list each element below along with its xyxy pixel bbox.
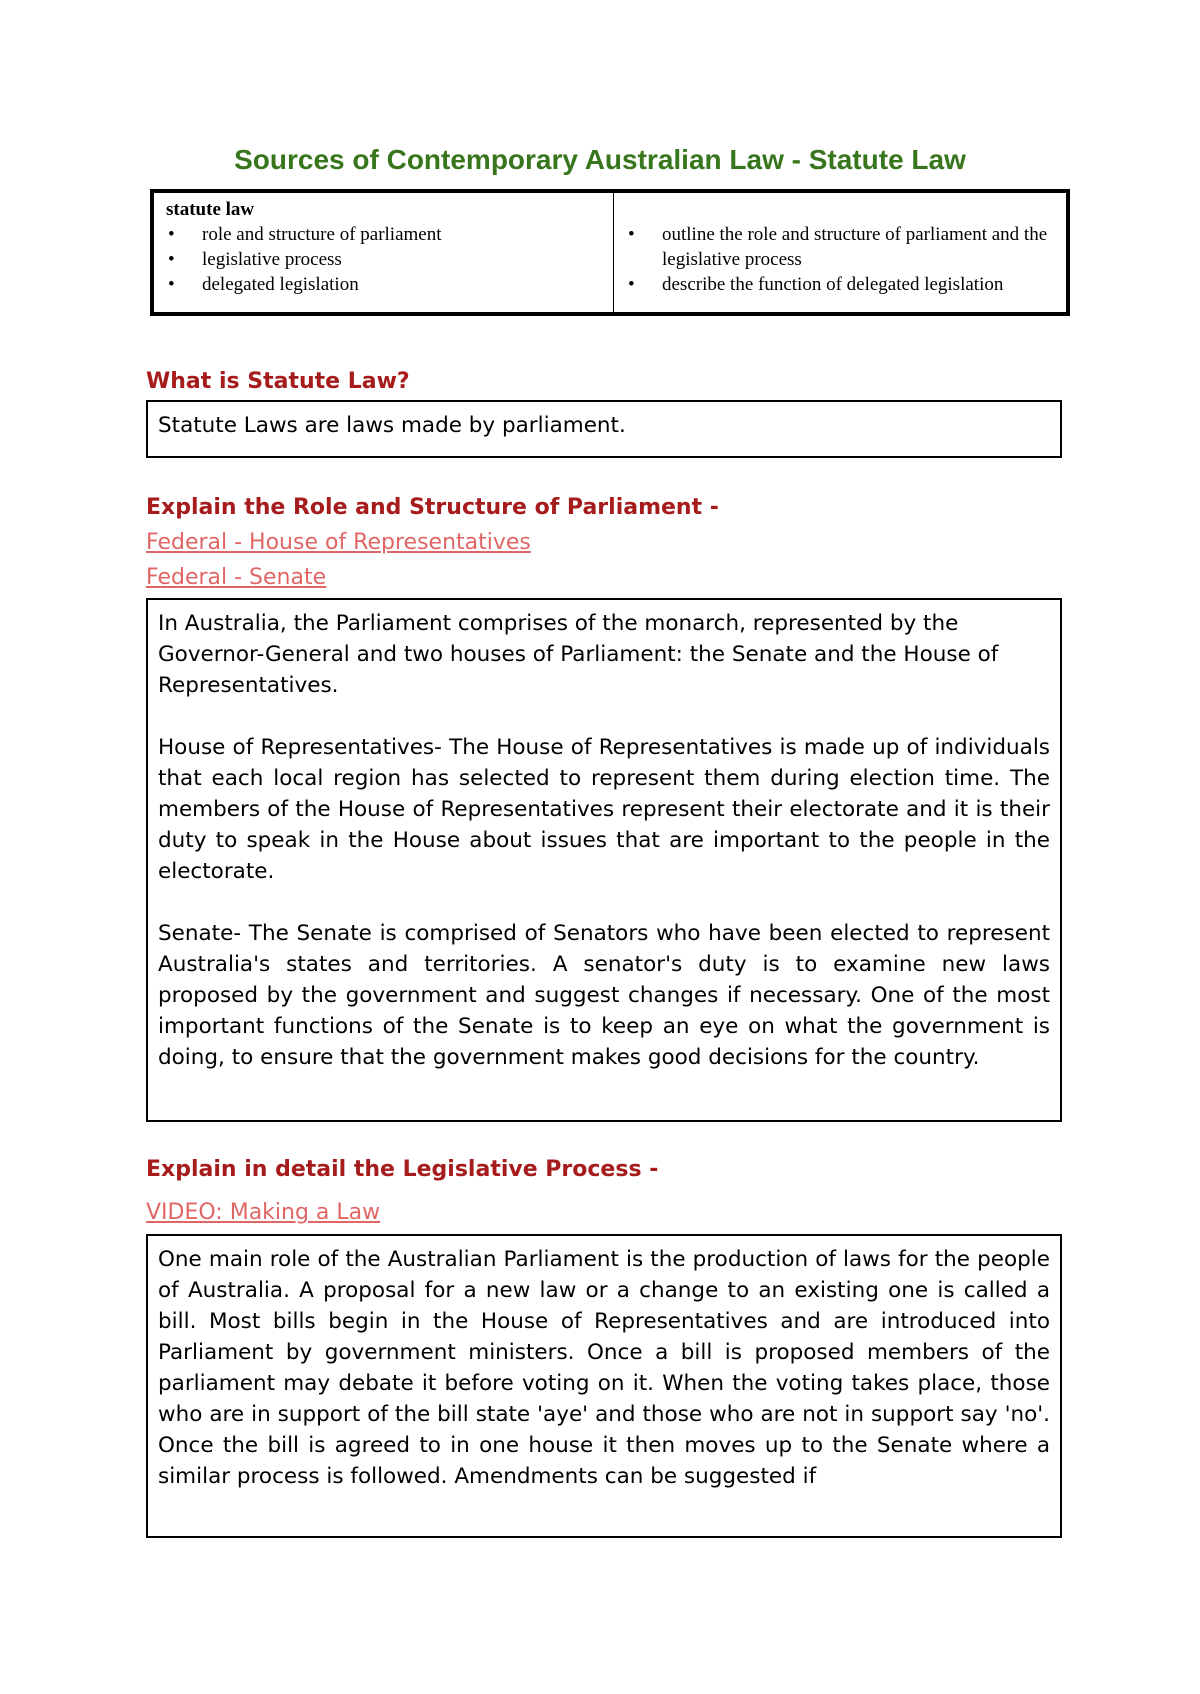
list-item-text: delegated legislation xyxy=(202,274,359,295)
syllabus-outcomes-list xyxy=(626,222,1054,297)
bullet-icon: • xyxy=(168,249,175,270)
page-title: Sources of Contemporary Australian Law - Statute Law xyxy=(234,144,966,175)
syllabus-outcomes-column xyxy=(614,193,1066,312)
list-item xyxy=(626,222,1054,272)
list-item-text: describe the function of delegated legislation xyxy=(662,274,1004,295)
bullet-icon: • xyxy=(168,274,175,295)
link-senate[interactable]: Federal - Senate xyxy=(146,565,327,590)
bullet-icon: • xyxy=(628,274,635,295)
list-item-text: legislative process xyxy=(202,249,342,270)
list-item-text: role and structure of parliament xyxy=(202,224,442,245)
syllabus-content-list xyxy=(166,222,601,297)
list-item-text: outline the role and structure of parliament and the legislative process xyxy=(662,224,1048,270)
link-house-of-representatives[interactable]: Federal - House of Representatives xyxy=(146,530,531,555)
syllabus-content-column xyxy=(154,193,614,312)
answer-box-parliament xyxy=(146,598,1062,1122)
bullet-icon: • xyxy=(168,224,175,245)
answer-box-statute xyxy=(146,400,1062,458)
answer-paragraph: In Australia, the Parliament comprises of the monarch, represented by the Governor-General and two houses of Parliament: the Senate and the House of Representatives. xyxy=(158,611,999,698)
section-heading-parliament: Explain the Role and Structure of Parliament - xyxy=(146,495,719,520)
list-item xyxy=(626,272,1054,297)
answer-paragraph: Senate- The Senate is comprised of Senators who have been elected to represent Australia's states and territories. A senator's duty is to examine new laws proposed by the government and suggest changes if necessary. One of the most important functions of the Senate is to keep an eye on what the government is doing, to ensure that the government makes good decisions for the country. xyxy=(158,921,1050,1070)
syllabus-heading: statute law xyxy=(166,199,255,220)
answer-paragraph: House of Representatives- The House of Representatives is made up of individuals that each local region has selected to represent them during election time. The members of the House of Representatives represent their electorate and it is their duty to speak in the House about issues that are important to the people in the electorate. xyxy=(158,735,1050,884)
answer-text: Statute Laws are laws made by parliament. xyxy=(158,413,626,438)
answer-box-legislative xyxy=(146,1234,1062,1538)
bullet-icon: • xyxy=(628,224,635,245)
answer-paragraph: One main role of the Australian Parliament is the production of laws for the people of Australia. A proposal for a new law or a change to an existing one is called a bill. Most bills begin in the House of Representatives and are introduced into Parliament by government ministers. Once a bill is proposed members of the parliament may debate it before voting on it. When the voting takes place, those who are in support of the bill state 'aye' and those who are not in support say 'no'. Once the bill is agreed to in one house it then moves up to the Senate where a similar process is followed. Amendments can be suggested if xyxy=(158,1247,1050,1489)
list-item xyxy=(166,247,601,272)
syllabus-table xyxy=(150,189,1070,316)
list-item xyxy=(166,222,601,247)
list-item xyxy=(166,272,601,297)
section-heading-legislative: Explain in detail the Legislative Process - xyxy=(146,1157,659,1182)
link-video-making-a-law[interactable]: VIDEO: Making a Law xyxy=(146,1200,381,1225)
section-heading-statute: What is Statute Law? xyxy=(146,369,410,394)
